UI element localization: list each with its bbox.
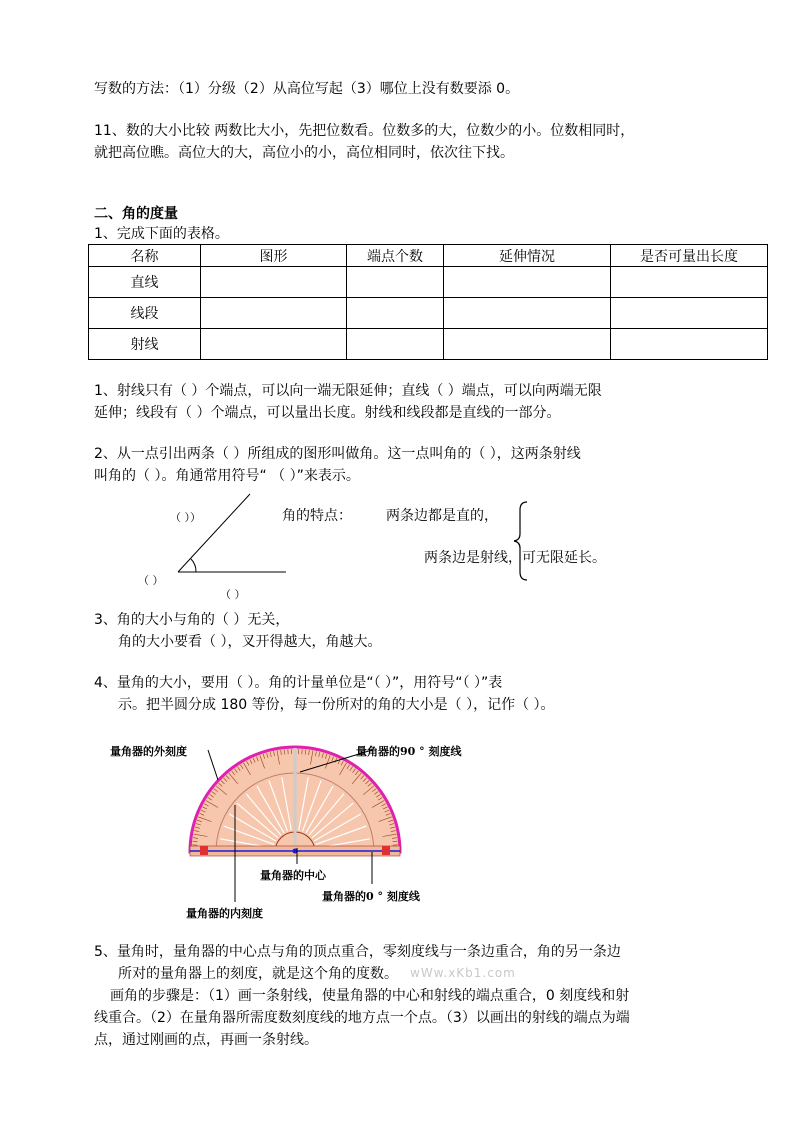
angle-feature-1: 两条边都是直的， (386, 508, 498, 524)
table-row-label: 线段 (89, 298, 201, 329)
table-row (89, 267, 768, 298)
table-cell[interactable] (444, 329, 611, 360)
angle-arc-blank: （ ） (220, 588, 246, 601)
table-row-label: 射线 (89, 329, 201, 360)
question-1-line1: 1、射线只有（ ）个端点，可以向一端无限延伸；直线（ ）端点，可以向两端无限 (94, 383, 602, 399)
table-header-row (89, 245, 768, 267)
angle-features-label: 角的特点： (282, 508, 352, 524)
brace-icon (512, 500, 532, 582)
angle-arc (191, 559, 196, 572)
question-1-line2: 延伸；线段有（ ）个端点，可以量出长度。射线和线段都是直线的一部分。 (94, 405, 561, 421)
question-3-line1: 3、角的大小与角的（ ）无关， (94, 612, 290, 628)
draw-steps-line3: 点，通过刚画的点，再画一条射线。 (94, 1032, 318, 1048)
table-cell[interactable] (444, 267, 611, 298)
table-row-label: 直线 (89, 267, 201, 298)
table-row (89, 298, 768, 329)
label-outer-scale: 量角器的外刻度 (110, 745, 187, 758)
label-inner-scale: 量角器的内刻度 (186, 907, 263, 920)
question-5-line1: 5、量角时，量角器的中心点与角的顶点重合，零刻度线与一条边重合，角的另一条边 (94, 944, 621, 960)
angle-side-blank: （ ）） (170, 511, 201, 524)
table-header: 图形 (201, 245, 347, 267)
label-center: 量角器的中心 (260, 869, 326, 882)
draw-steps-line2: 线重合。（2）在量角器所需度数刻度线的地方点一个点。（3）以画出的射线的端点为端 (94, 1010, 630, 1026)
label-0-degree-line: 量角器的0 ° 刻度线 (322, 890, 420, 903)
table-cell[interactable] (444, 298, 611, 329)
table-header: 名称 (89, 245, 201, 267)
table-cell[interactable] (611, 329, 768, 360)
table-header: 延伸情况 (444, 245, 611, 267)
question-4-line1: 4、量角的大小，要用（ ）。角的计量单位是“（ ）”，用符号“（ ）”表 (94, 675, 503, 691)
watermark-text: wWw.xKb1.com (410, 966, 516, 980)
question-3-line2: 角的大小要看（ ），叉开得越大，角越大。 (118, 634, 382, 650)
table-header: 端点个数 (347, 245, 444, 267)
angle-side-upper (178, 494, 250, 572)
write-method-text: 写数的方法：（1）分级（2）从高位写起（3）哪位上没有数要添 0。 (94, 81, 520, 97)
table-cell[interactable] (347, 298, 444, 329)
question-2-line2: 叫角的（ ）。角通常用符号“ （ ）”来表示。 (94, 468, 360, 484)
table-header: 是否可量出长度 (611, 245, 768, 267)
table-cell[interactable] (611, 267, 768, 298)
table-cell[interactable] (201, 267, 347, 298)
question-5-line2: 所对的量角器上的刻度，就是这个角的度数。 (118, 966, 398, 982)
table-row (89, 329, 768, 360)
label-90-degree-line: 量角器的90 ° 刻度线 (356, 745, 462, 758)
table-cell[interactable] (201, 329, 347, 360)
angle-feature-2: 两条边是射线，可无限延长。 (424, 550, 606, 566)
item-11-line2: 就把高位瞧。高位大的大，高位小的小，高位相同时，依次往下找。 (94, 145, 514, 161)
draw-steps-line1: 画角的步骤是：（1）画一条射线，使量角器的中心和射线的端点重合，0 刻度线和射 (110, 988, 630, 1004)
fill-in-table (88, 244, 768, 360)
question-2-line1: 2、从一点引出两条（ ）所组成的图形叫做角。这一点叫角的（ ），这两条射线 (94, 446, 581, 462)
item-11-line1: 11、数的大小比较 两数比大小，先把位数看。位数多的大，位数少的小。位数相同时， (94, 123, 635, 139)
table-cell[interactable] (347, 329, 444, 360)
table-cell[interactable] (611, 298, 768, 329)
table-cell[interactable] (347, 267, 444, 298)
question-4-line2: 示。把半圆分成 180 等份，每一份所对的角的大小是（ ），记作（ ）。 (118, 697, 555, 713)
angle-vertex-blank: （ ） (138, 574, 164, 587)
table-cell[interactable] (201, 298, 347, 329)
section-title: 二、角的度量 (94, 206, 178, 222)
task-1-text: 1、完成下面的表格。 (94, 226, 229, 242)
